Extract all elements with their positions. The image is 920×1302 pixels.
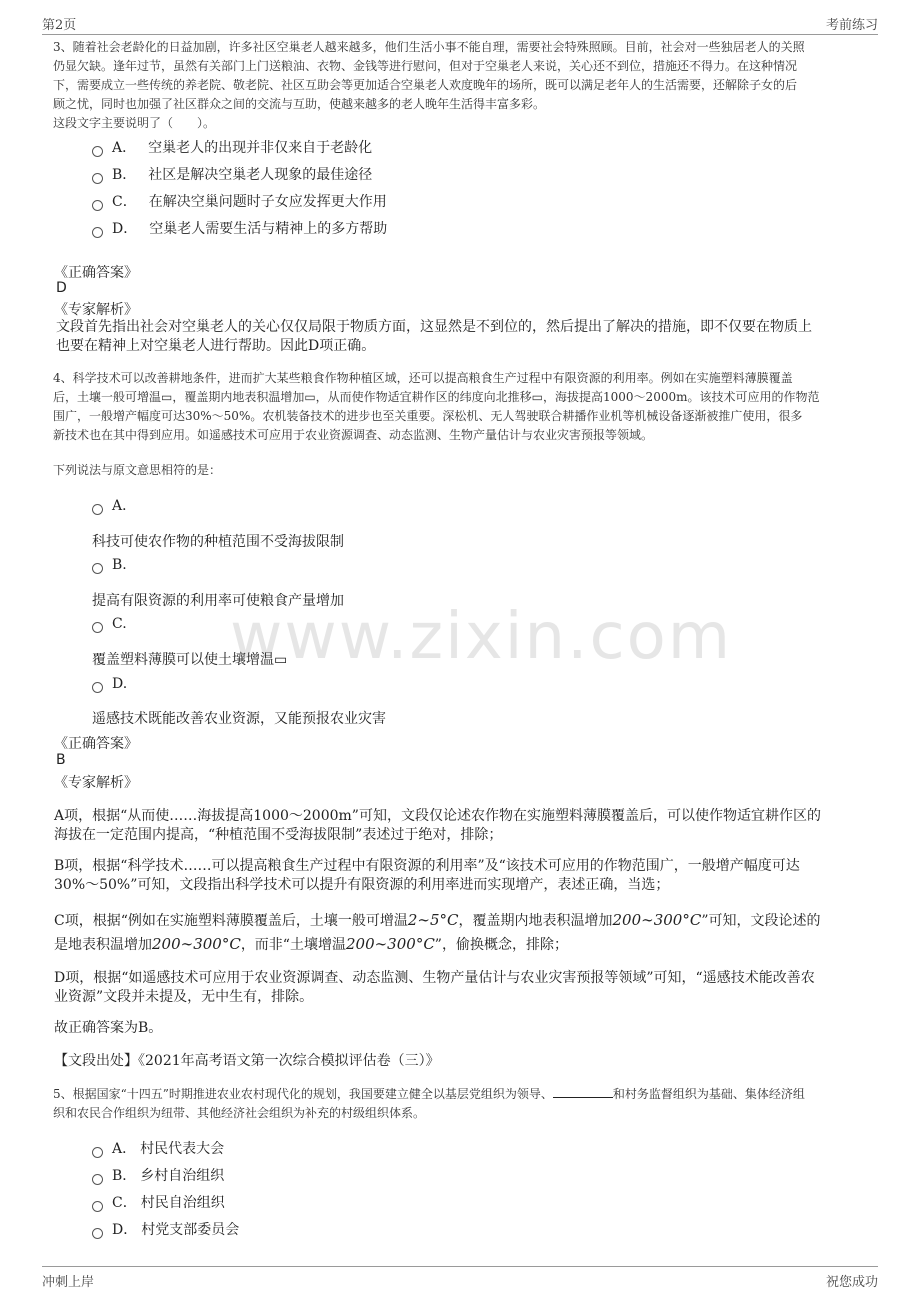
option-letter: D. bbox=[112, 676, 128, 692]
q4-passage-line: 4、科学技术可以改善耕地条件，进而扩大某些粮食作物种植区域，还可以提高粮食生产过程中有限资源的利用率。例如在实施塑料薄膜覆盖 bbox=[53, 371, 793, 385]
q3-analysis-label: 《专家解析》 bbox=[54, 302, 138, 318]
radio-button-icon[interactable] bbox=[92, 504, 103, 515]
watermark: www.zixin.com bbox=[230, 600, 733, 674]
option-text: 社区是解决空巢老人现象的最佳途径 bbox=[148, 167, 373, 183]
radio-button-icon[interactable] bbox=[92, 146, 103, 157]
q4-analysis-b-line: B项，根据“科学技术……可以提高粮食生产过程中有限资源的利用率”及“该技术可应用的作物范围广，一般增产幅度可达 bbox=[54, 858, 800, 874]
q3-passage-line: 仍显欠缺。逢年过节，虽然有关部门上门送粮油、衣物、金钱等进行慰问，但对于空巢老人来说，关心还不到位，措施还不得力。在这种情况 bbox=[53, 59, 798, 73]
radio-button-icon[interactable] bbox=[92, 1201, 103, 1212]
option-letter: B. bbox=[112, 557, 127, 573]
radio-button-icon[interactable] bbox=[92, 563, 103, 574]
fill-in-blank bbox=[553, 1085, 613, 1098]
math-expression: 200∼300°C bbox=[612, 911, 702, 929]
option-letter: B． bbox=[112, 167, 137, 183]
option-letter: D． bbox=[112, 1222, 138, 1238]
q3-option-c[interactable] bbox=[92, 191, 387, 213]
option-letter: A． bbox=[112, 498, 137, 514]
q3-option-a[interactable] bbox=[92, 137, 372, 159]
q5-option-b[interactable] bbox=[92, 1165, 224, 1187]
q4-analysis-b-line: 30%～50%”可知，文段指出科学技术可以提升有限资源的利用率进而实现增产，表述正确，当选； bbox=[54, 877, 670, 893]
q5-option-c[interactable] bbox=[92, 1192, 225, 1214]
q4-analysis-c-line bbox=[54, 910, 821, 931]
q3-option-d[interactable] bbox=[92, 218, 387, 240]
q3-answer-label: 《正确答案》 bbox=[54, 265, 138, 281]
option-text: 空巢老人的出现并非仅来自于老龄化 bbox=[148, 140, 373, 156]
option-text: 村党支部委员会 bbox=[141, 1222, 240, 1238]
q4-analysis-c-line bbox=[54, 934, 568, 955]
text-segment: ，而非“土壤增温 bbox=[240, 937, 346, 953]
q3-analysis-line: 也要在精神上对空巢老人进行帮助。因此D项正确。 bbox=[56, 338, 376, 354]
option-letter: C． bbox=[112, 1195, 137, 1211]
option-text: 科技可使农作物的种植范围不受海拔限制 bbox=[92, 534, 344, 550]
q4-option-a[interactable] bbox=[92, 495, 148, 517]
text-segment: ”可知，文段论述的 bbox=[701, 913, 821, 929]
math-expression: 2∼5°C bbox=[407, 911, 459, 929]
option-text: 乡村自治组织 bbox=[140, 1168, 225, 1184]
q4-passage-line: 围广，一般增产幅度可达30%～50%。农机装备技术的进步也至关重要。深松机、无人驾驶联合耕播作业机等机械设备逐渐被推广使用，很多 bbox=[53, 409, 803, 423]
radio-button-icon[interactable] bbox=[92, 173, 103, 184]
q5-passage-line bbox=[53, 1085, 805, 1104]
option-letter: B． bbox=[112, 1168, 137, 1184]
q4-analysis-a-line: A项，根据“从而使……海拔提高1000～2000m”可知，文段仅论述农作物在实施塑料薄膜覆盖后，可以使作物适宜耕作区的 bbox=[54, 808, 821, 824]
text-segment: ，覆盖期内地表积温增加 bbox=[458, 913, 613, 929]
radio-button-icon[interactable] bbox=[92, 1147, 103, 1158]
text-segment: C项，根据“例如在实施塑料薄膜覆盖后，土壤一般可增温 bbox=[54, 913, 408, 929]
text-segment: 是地表积温增加 bbox=[54, 937, 152, 953]
option-text: 覆盖塑料薄膜可以使土壤增温▭ bbox=[92, 652, 288, 668]
option-text: 遥感技术既能改善农业资源，又能预报农业灾害 bbox=[92, 711, 386, 727]
text-segment: ”，偷换概念，排除； bbox=[434, 937, 568, 953]
text-segment: 5、根据国家“十四五”时期推进农业农村现代化的规划，我国要建立健全以基层党组织为领导、 bbox=[53, 1087, 553, 1101]
radio-button-icon[interactable] bbox=[92, 1174, 103, 1185]
math-expression: 200∼300°C bbox=[345, 935, 435, 953]
option-letter: A． bbox=[112, 140, 137, 156]
option-text: 村民代表大会 bbox=[140, 1141, 225, 1157]
option-letter: D． bbox=[112, 221, 138, 237]
q3-passage-line: 顾之忧，同时也加强了社区群众之间的交流与互助，使越来越多的老人晚年生活得丰富多彩。 bbox=[53, 97, 546, 111]
q3-analysis-line: 文段首先指出社会对空巢老人的关心仅仅局限于物质方面，这显然是不到位的，然后提出了解决的措施，即不仅要在物质上 bbox=[56, 319, 812, 335]
q4-analysis-label: 《专家解析》 bbox=[54, 775, 138, 791]
q4-question: 下列说法与原文意思相符的是： bbox=[53, 463, 222, 477]
page-number: 第2页 bbox=[42, 18, 77, 33]
footer-divider bbox=[42, 1266, 878, 1267]
footer-left: 冲刺上岸 bbox=[42, 1275, 95, 1290]
q4-option-c[interactable] bbox=[92, 613, 139, 635]
q4-option-d[interactable] bbox=[92, 673, 139, 695]
q5-option-d[interactable] bbox=[92, 1219, 239, 1241]
option-letter: C． bbox=[112, 194, 137, 210]
option-letter: C. bbox=[112, 616, 127, 632]
q4-analysis-d-line: 业资源”文段并未提及，无中生有，排除。 bbox=[54, 989, 314, 1005]
option-text: 在解决空巢问题时子女应发挥更大作用 bbox=[148, 194, 387, 210]
q3-option-b[interactable] bbox=[92, 164, 372, 186]
q4-source: 【文段出处】《2021年高考语文第一次综合模拟评估卷（三）》 bbox=[54, 1053, 440, 1069]
header-divider bbox=[42, 34, 878, 35]
footer-right: 祝您成功 bbox=[825, 1275, 878, 1290]
header-title: 考前练习 bbox=[825, 18, 878, 33]
q3-question: 这段文字主要说明了（ ）。 bbox=[53, 116, 216, 130]
option-text: 村民自治组织 bbox=[140, 1195, 225, 1211]
q4-analysis-a-line: 海拔在一定范围内提高，“种植范围不受海拔限制”表述过于绝对，排除； bbox=[54, 827, 503, 843]
option-text: 空巢老人需要生活与精神上的多方帮助 bbox=[149, 221, 388, 237]
q4-passage-line: 后，土壤一般可增温▭，覆盖期内地表积温增加▭，从而使作物适宜耕作区的纬度向北推移▭，海拔提高1000～2000m。该技术可应用的作物范 bbox=[53, 390, 820, 404]
q4-analysis-d-line: D项，根据“如遥感技术可应用于农业资源调查、动态监测、生物产量估计与农业灾害预报等领域”可知，“遥感技术能改善农 bbox=[54, 970, 815, 986]
q3-answer: D bbox=[56, 280, 67, 296]
q5-passage-line: 织和农民合作组织为纽带、其他经济社会组织为补充的村级组织体系。 bbox=[53, 1106, 426, 1120]
q4-answer-label: 《正确答案》 bbox=[54, 736, 138, 752]
q4-conclusion: 故正确答案为B。 bbox=[54, 1020, 163, 1036]
radio-button-icon[interactable] bbox=[92, 227, 103, 238]
q4-answer: B bbox=[56, 752, 66, 768]
q4-passage-line: 新技术也在其中得到应用。如遥感技术可应用于农业资源调查、动态监测、生物产量估计与农业灾害预报等领域。 bbox=[53, 428, 654, 442]
q5-option-a[interactable] bbox=[92, 1138, 224, 1160]
q4-option-b[interactable] bbox=[92, 554, 139, 576]
radio-button-icon[interactable] bbox=[92, 622, 103, 633]
radio-button-icon[interactable] bbox=[92, 682, 103, 693]
radio-button-icon[interactable] bbox=[92, 1228, 103, 1239]
radio-button-icon[interactable] bbox=[92, 200, 103, 211]
q3-passage-line: 3、随着社会老龄化的日益加剧，许多社区空巢老人越来越多，他们生活小事不能自理，需要社会特殊照顾。目前，社会对一些独居老人的关照 bbox=[53, 40, 805, 54]
option-letter: A． bbox=[112, 1141, 137, 1157]
math-expression: 200∼300°C bbox=[152, 935, 241, 953]
text-segment: 和村务监督组织为基础、集体经济组 bbox=[612, 1087, 805, 1101]
q3-passage-line: 下，需要成立一些传统的养老院、敬老院、社区互助会等更加适合空巢老人欢度晚年的场所，既可以满足老年人的生活需要，还解除子女的后 bbox=[53, 78, 798, 92]
option-text: 提高有限资源的利用率可使粮食产量增加 bbox=[92, 593, 344, 609]
